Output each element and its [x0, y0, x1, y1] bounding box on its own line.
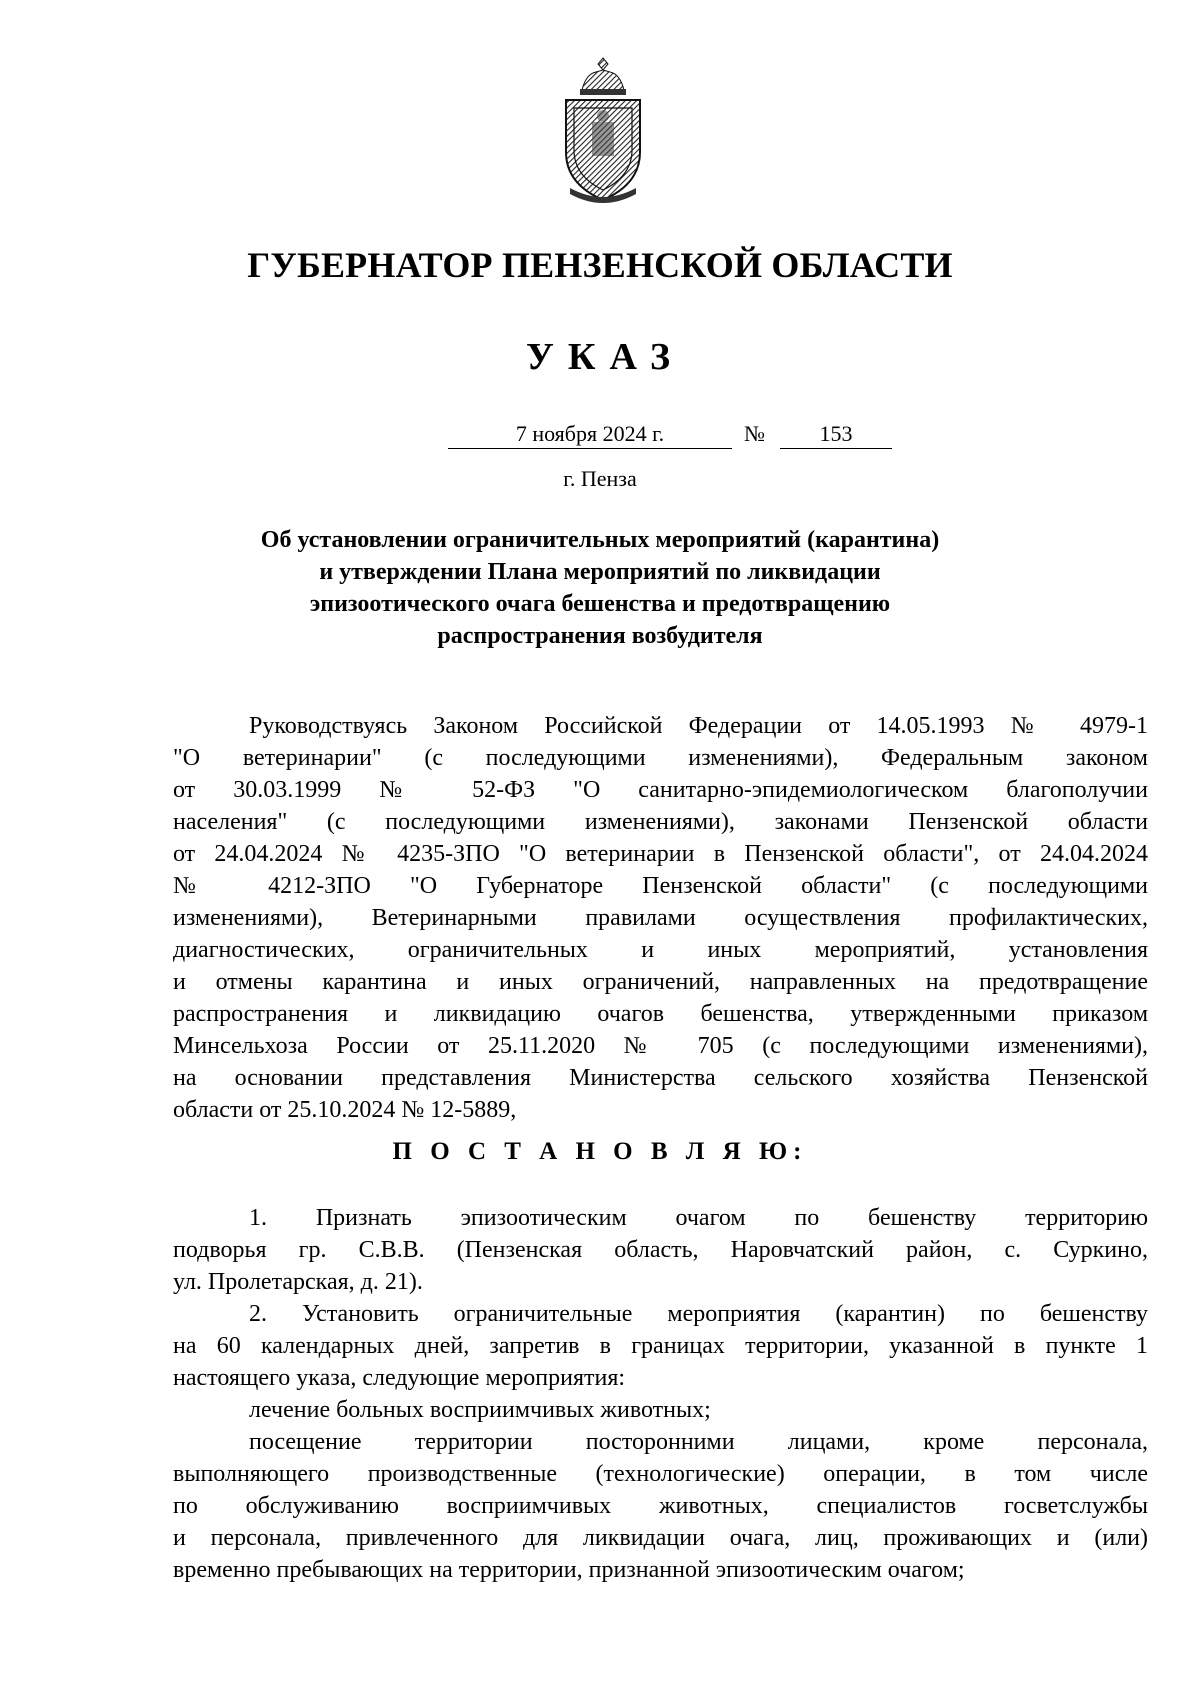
preamble-line: области от 25.10.2024 № 12-5889, [173, 1097, 517, 1123]
item-line: по обслуживанию восприимчивых животных, специалистов госветслужбы [173, 1493, 1148, 1519]
preamble-line: распространения и ликвидацию очагов бешенства, утвержденными приказом [173, 1001, 1148, 1027]
item-line: 2. Установить ограничительные мероприятия (карантин) по бешенству [249, 1301, 1148, 1327]
item-line: настоящего указа, следующие мероприятия: [173, 1365, 626, 1391]
document-date: 7 ноября 2024 г. [448, 420, 732, 449]
decree-word: П О С Т А Н О В Л Я Ю: [392, 1138, 808, 1165]
issuing-authority: ГУБЕРНАТОР ПЕНЗЕНСКОЙ ОБЛАСТИ [247, 245, 953, 285]
preamble-line: изменениями), Ветеринарными правилами осуществления профилактических, [173, 905, 1148, 931]
item-line: на 60 календарных дней, запретив в границах территории, указанной в пункте 1 [173, 1333, 1148, 1359]
preamble-line: № 4212-ЗПО "О Губернаторе Пензенской области" (с последующими [173, 873, 1148, 899]
document-type: УКАЗ [526, 336, 684, 378]
preamble-line: населения" (с последующими изменениями), законами Пензенской области [173, 809, 1148, 835]
preamble [173, 710, 1148, 1126]
coat-of-arms-emblem [556, 56, 650, 206]
item-line: 1. Признать эпизоотическим очагом по бешенству территорию [249, 1205, 1148, 1231]
preamble-line: Минсельхоза России от 25.11.2020 № 705 (с последующими изменениями), [173, 1033, 1148, 1059]
number-sign: № [744, 421, 765, 446]
decree-items [173, 1202, 1148, 1586]
item-line: временно пребывающих на территории, признанной эпизоотическим очагом; [173, 1557, 965, 1583]
title-line: распространения возбудителя [437, 623, 763, 649]
document-number: 153 [780, 420, 892, 449]
item-line: ул. Пролетарская, д. 21). [173, 1269, 423, 1295]
document-title [200, 524, 1000, 652]
document-city: г. Пенза [563, 466, 637, 491]
item-line: лечение больных восприимчивых животных; [249, 1397, 711, 1423]
title-line: и утверждении Плана мероприятий по ликвидации [319, 559, 881, 585]
title-line: Об установлении ограничительных мероприятий (карантина) [260, 527, 940, 553]
item-line: выполняющего производственные (технологические) операции, в том числе [173, 1461, 1148, 1487]
item-line: подворья гр. С.В.В. (Пензенская область, Наровчатский район, с. Суркино, [173, 1237, 1148, 1263]
preamble-line: диагностических, ограничительных и иных мероприятий, установления [173, 937, 1148, 963]
preamble-line: от 24.04.2024 № 4235-ЗПО "О ветеринарии в Пензенской области", от 24.04.2024 [173, 841, 1148, 867]
preamble-line: и отмены карантина и иных ограничений, направленных на предотвращение [173, 969, 1148, 995]
preamble-line: Руководствуясь Законом Российской Федерации от 14.05.1993 № 4979-1 [249, 713, 1148, 739]
preamble-line: "О ветеринарии" (с последующими изменениями), Федеральным законом [173, 745, 1148, 771]
preamble-line: от 30.03.1999 № 52-ФЗ "О санитарно-эпидемиологическом благополучии [173, 777, 1148, 803]
title-line: эпизоотического очага бешенства и предотвращению [309, 591, 891, 617]
item-line: посещение территории посторонними лицами, кроме персонала, [249, 1429, 1148, 1455]
preamble-line: на основании представления Министерства сельского хозяйства Пензенской [173, 1065, 1148, 1091]
item-line: и персонала, привлеченного для ликвидации очага, лиц, проживающих и (или) [173, 1525, 1148, 1551]
